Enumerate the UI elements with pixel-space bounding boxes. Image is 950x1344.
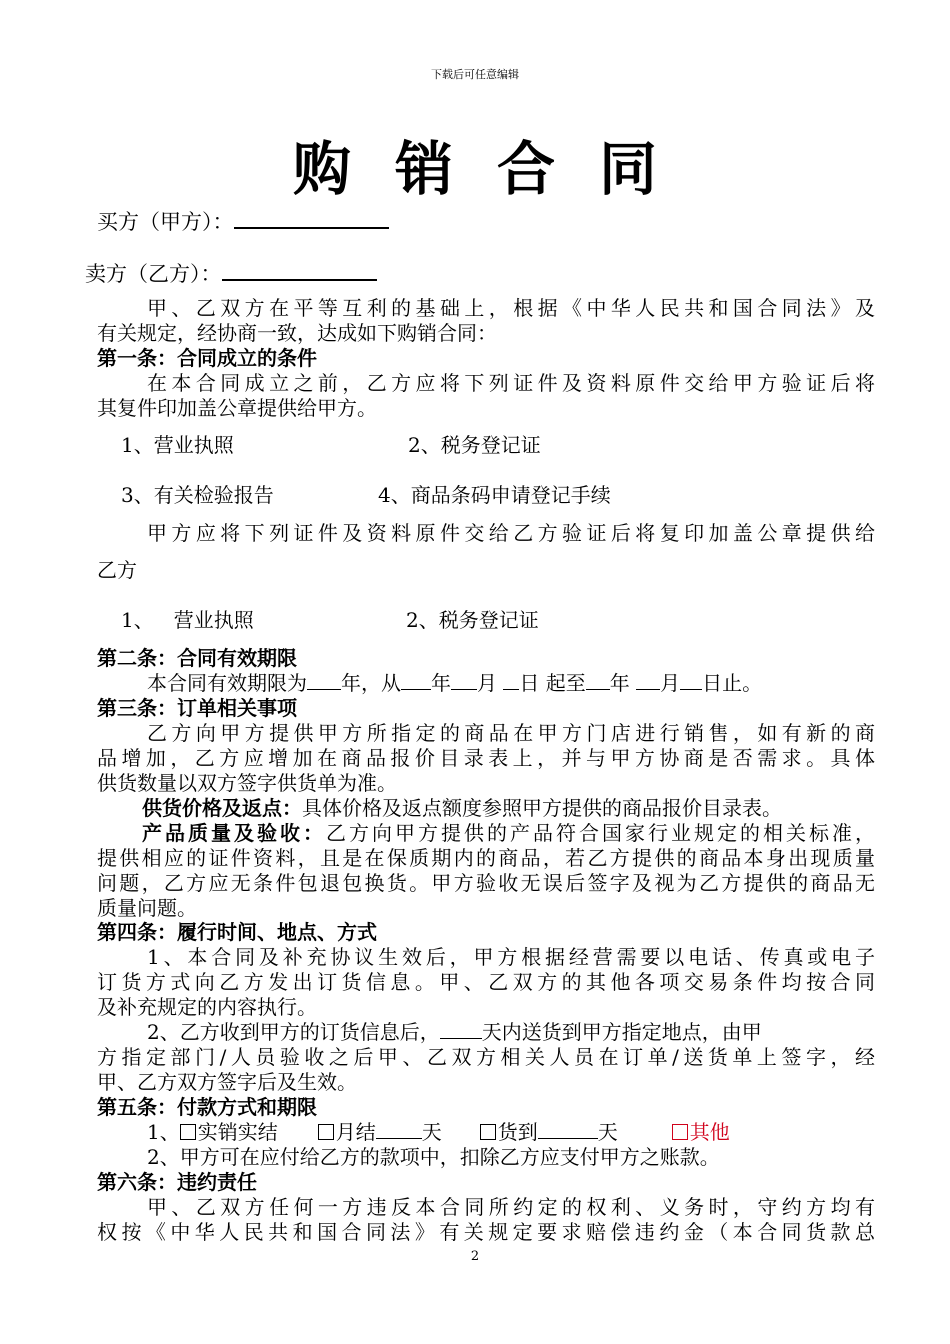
text: 2、乙方收到甲方的订货信息后， [147,1020,440,1044]
checkbox-icon[interactable] [318,1124,334,1140]
price-label: 供货价格及返点： [142,796,302,820]
price-text: 具体价格及返点额度参照甲方提供的商品报价目录表。 [302,796,782,820]
article-5-text: 2、甲方可在应付给乙方的款项中，扣除乙方应支付甲方之账款。 [147,1145,720,1169]
article-4-text: 甲、乙方双方签字后及生效。 [97,1070,357,1094]
buyer-blank[interactable] [234,207,389,229]
article-1-text: 甲方应将下列证件及资料原件交给乙方验证后将复印加盖公章提供给 [147,521,875,545]
intro-line: 甲、乙双方在平等互利的基础上，根据《中华人民共和国合同法》及 [147,296,875,320]
article-1-heading: 第一条：合同成立的条件 [97,346,317,370]
article-6-heading: 第六条：违约责任 [97,1170,257,1194]
article-4-text: 及补充规定的内容执行。 [97,995,317,1019]
payment-option-actual-sales[interactable] [180,1120,278,1144]
option-label: 其他 [689,1120,730,1144]
article-3-text: 品增加，乙方应增加在商品报价目录表上，并与甲方协商是否需求。具体 [97,746,875,770]
buyer-line [97,206,389,236]
article-1-text: 其复件印加盖公章提供给甲方。 [97,396,377,420]
page-number: 2 [470,1249,480,1264]
delivery-line [147,1020,762,1045]
start-year-blank[interactable] [401,671,431,690]
intro-line: 有关规定，经协商一致，达成如下购销合同： [97,321,497,345]
delivery-days-blank[interactable] [440,1020,482,1039]
article-5-heading: 第五条：付款方式和期限 [97,1095,317,1119]
article-1-text: 乙方 [97,558,137,582]
price-line [142,796,782,821]
list-item: 2、税务登记证 [406,608,539,632]
title-char: 销 [394,135,453,203]
text: 日止。 [702,671,763,695]
quality-text: 乙方向甲方提供的产品符合国家行业规定的相关标准， [326,821,875,845]
text: 本合同有效期限为 [147,671,307,695]
article-3-text: 问题，乙方应无条件包退包换货。甲方验收无误后签字及视为乙方提供的商品无 [97,871,875,895]
article-6-text: 甲、乙双方任何一方违反本合同所约定的权利、义务时，守约方均有 [147,1195,875,1219]
option-label: 天 [597,1120,618,1144]
text: 1、 [147,1120,180,1144]
monthly-days-blank[interactable] [376,1120,422,1139]
title-char: 合 [497,135,556,203]
year-blank[interactable] [307,671,341,690]
text: 年，从 [341,671,401,695]
validity-line [147,671,762,696]
list-item: 3、有关检验报告 [121,483,274,507]
article-2-heading: 第二条：合同有效期限 [97,646,297,670]
article-3-text: 乙方向甲方提供甲方所指定的商品在甲方门店进行销售，如有新的商 [147,721,875,745]
text: 日 起至 [519,671,586,695]
end-month-blank[interactable] [636,671,660,690]
quality-line [142,821,875,846]
payment-option-other[interactable] [672,1120,730,1144]
article-4-text: 方指定部门/人员验收之后甲、乙双方相关人员在订单/送货单上签字，经 [97,1045,875,1069]
article-4-text: 1、本合同及补充协议生效后，甲方根据经营需要以电话、传真或电子 [147,945,875,969]
list-item [121,608,254,633]
list-item: 1、营业执照 [121,433,234,457]
page-header: 下载后可任意编辑 [431,68,519,81]
text: 月 [477,671,497,695]
seller-label: 卖方（乙方）： [85,262,222,286]
list-item-label: 营业执照 [173,608,254,632]
title-char: 同 [599,135,658,203]
option-label: 货到 [497,1120,538,1144]
list-item-number: 1、 [121,608,154,632]
end-day-blank[interactable] [680,671,702,690]
article-3-text: 提供相应的证件资料，且是在保质期内的商品，若乙方提供的商品本身出现质量 [97,846,875,870]
checkbox-icon[interactable] [480,1124,496,1140]
option-label: 天 [421,1120,442,1144]
article-3-text: 供货数量以双方签字供货单为准。 [97,771,397,795]
text: 月 [660,671,681,695]
payment-options-line [147,1120,730,1145]
delivery-payment-days-blank[interactable] [538,1120,598,1139]
article-4-text: 订货方式向乙方发出订货信息。甲、乙双方的其他各项交易条件均按合同 [97,970,875,994]
end-year-blank[interactable] [586,671,610,690]
start-day-blank[interactable] [503,671,519,690]
list-item: 2、税务登记证 [408,433,541,457]
text: 年 [609,671,630,695]
payment-option-on-delivery[interactable] [480,1120,618,1144]
text: 天内送货到甲方指定地点，由甲 [481,1020,762,1044]
article-6-text: 权按《中华人民共和国合同法》有关规定要求赔偿违约金（本合同货款总 [97,1220,875,1244]
buyer-label: 买方（甲方）： [97,210,234,234]
seller-line [85,258,377,288]
article-3-text: 质量问题。 [97,896,197,920]
seller-blank[interactable] [222,259,377,281]
option-label: 实销实结 [197,1120,278,1144]
text: 年 [431,671,451,695]
start-month-blank[interactable] [451,671,477,690]
article-4-heading: 第四条：履行时间、地点、方式 [97,920,377,944]
quality-label: 产品质量及验收： [142,821,326,845]
option-label: 月结 [335,1120,376,1144]
checkbox-icon[interactable] [180,1124,196,1140]
payment-option-monthly[interactable] [318,1120,442,1144]
list-item: 4、商品条码申请登记手续 [378,483,611,507]
article-1-text: 在本合同成立之前，乙方应将下列证件及资料原件交给甲方验证后将 [147,371,875,395]
title-char: 购 [292,135,351,203]
checkbox-icon[interactable] [672,1124,688,1140]
article-3-heading: 第三条：订单相关事项 [97,696,297,720]
document-title [0,122,950,206]
